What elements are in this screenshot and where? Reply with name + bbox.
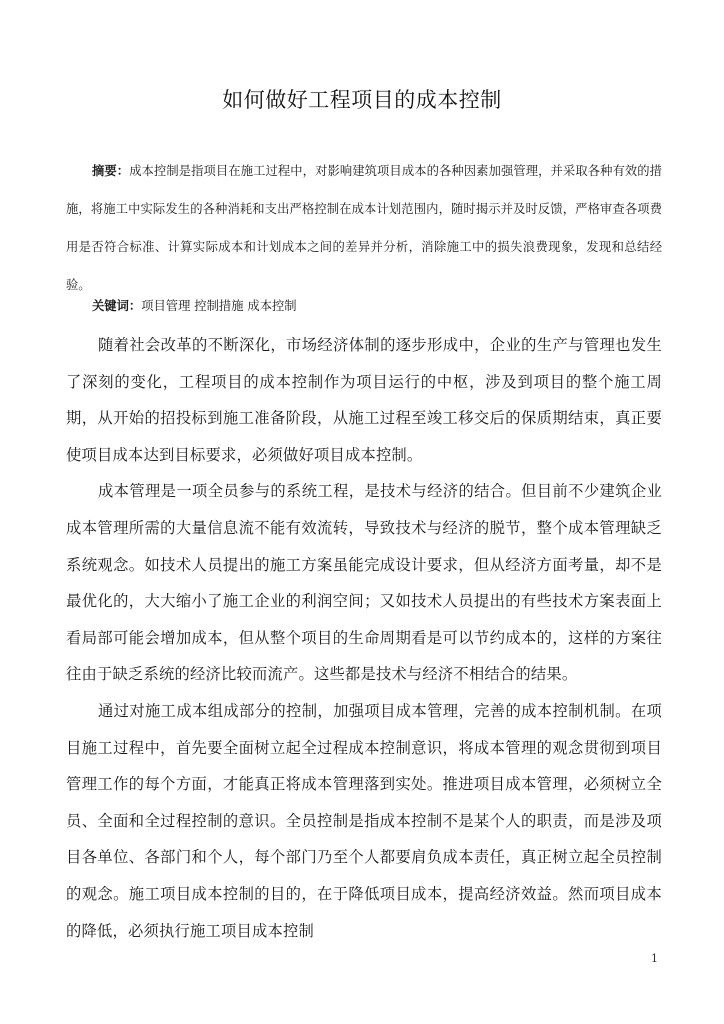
abstract-label: 摘要：	[92, 164, 130, 178]
document-title: 如何做好工程项目的成本控制	[222, 88, 502, 112]
abstract-text: 成本控制是指项目在施工过程中，对影响建筑项目成本的各种因素加强管理，并采取各种有效的措施，将施工中实际发生的各种消耗和支出严格控制在成本计划范围内，随时揭示并及时反馈，严格审查各项费用是否符合标准、计算实际成本和计划成本之间的差异并分析，消除施工中的损失浪费现象，发现和总结经验。	[66, 164, 662, 292]
paragraph-2: 成本管理是一项全员参与的系统工程，是技术与经济的结合。但目前不少建筑企业成本管理所需的大量信息流不能有效流转，导致技术与经济的脱节，整个成本管理缺乏系统观念。如技术人员提出的施工方案虽能完成设计要求，但从经济方面考量，却不是最优化的，大大缩小了施工企业的利润空间；又如技术人员提出的有些技术方案表面上看局部可能会增加成本，但从整个项目的生命周期看是可以节约成本的，这样的方案往往由于缺乏系统的经济比较而流产。这些都是技术与经济不相结合的结果。	[66, 482, 662, 684]
paragraph-3: 通过对施工成本组成部分的控制，加强项目成本管理，完善的成本控制机制。在项目施工过程中，首先要全面树立起全过程成本控制意识，将成本管理的观念贯彻到项目管理工作的每个方面，才能真正将成本管理落到实处。推进项目成本管理，必须树立全员、全面和全过程控制的意识。全员控制是指成本控制不是某个人的职责，而是涉及项目各单位、各部门和个人，每个部门乃至个人都要肩负成本责任，真正树立起全员控制的观念。施工项目成本控制的目的，在于降低项目成本，提高经济效益。然而项目成本的降低，必须执行施工项目成本控制	[66, 701, 662, 940]
keywords	[92, 296, 297, 316]
keywords-text: 项目管理 控制措施 成本控制	[141, 299, 297, 313]
body-text	[66, 327, 662, 949]
abstract	[66, 152, 662, 304]
page-number: 1	[651, 952, 658, 965]
keywords-label: 关键词：	[92, 299, 142, 313]
paragraph-1: 随着社会改革的不断深化，市场经济体制的逐步形成中，企业的生产与管理也发生了深刻的变化，工程项目的成本控制作为项目运行的中枢，涉及到项目的整个施工周期，从开始的招投标到施工准备阶段，从施工过程至竣工移交后的保质期结束，真正要使项目成本达到目标要求，必须做好项目成本控制。	[66, 336, 662, 464]
